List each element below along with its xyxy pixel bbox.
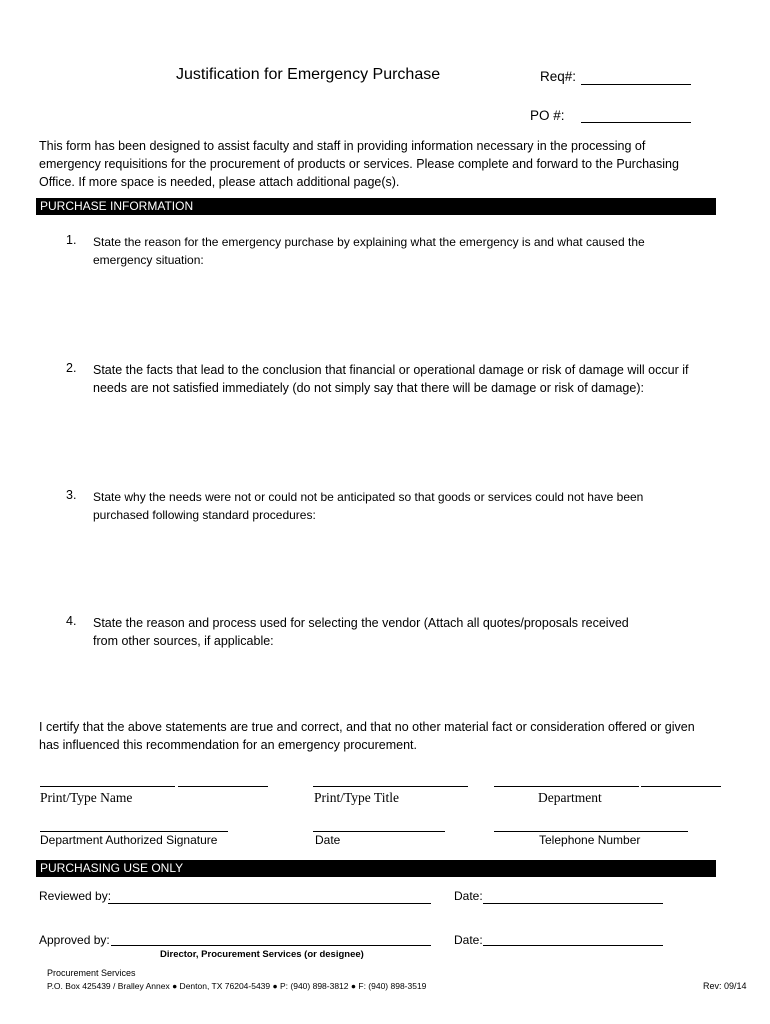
approved-by-field[interactable] — [111, 945, 431, 946]
question-2-answer-area[interactable] — [93, 400, 693, 480]
question-4-answer-area[interactable] — [93, 653, 693, 708]
question-3-number: 3. — [66, 488, 77, 502]
question-3-text: State why the needs were not or could not be anticipated so that goods or services could not have been purchased following standard procedures: — [93, 490, 644, 522]
question-4-text: State the reason and process used for selecting the vendor (Attach all quotes/proposals received from other sources, if applicable: — [93, 616, 629, 648]
name-line-right[interactable] — [178, 786, 268, 787]
question-2-number: 2. — [66, 361, 77, 375]
signature-date-label: Date — [315, 833, 341, 847]
question-2-text: State the facts that lead to the conclusion that financial or operational damage or risk of damage will occur if needs are not satisfied immediately (do not simply say that there will be damage or risk of damage): — [93, 363, 689, 395]
telephone-number-label: Telephone Number — [539, 833, 641, 847]
form-title: Justification for Emergency Purchase — [176, 66, 441, 83]
purchasing-use-only-heading: PURCHASING USE ONLY — [36, 860, 716, 877]
purchase-information-heading: PURCHASE INFORMATION — [36, 198, 716, 215]
approved-date-field[interactable] — [483, 945, 663, 946]
department-label: Department — [538, 790, 602, 805]
reviewed-by-label: Reviewed by: — [39, 889, 112, 903]
intro-paragraph: This form has been designed to assist faculty and staff in providing information necessary in the processing of emergency requisitions for the procurement of products or services. Please complete and forward to the Purchasing Office. If more space is needed, please attach additional page(s). — [39, 139, 679, 189]
question-4-number: 4. — [66, 614, 77, 628]
question-1-number: 1. — [66, 233, 77, 247]
footer-address: P.O. Box 425439 / Bralley Annex ● Denton, TX 76204-5439 ● P: (940) 898-3812 ● F: (940) 898-3519 — [47, 981, 427, 991]
req-number-field[interactable] — [581, 84, 691, 85]
footer-revision: Rev: 09/14 — [703, 981, 747, 991]
title-line[interactable] — [313, 786, 468, 787]
reviewed-date-label: Date: — [454, 889, 483, 903]
print-name-label: Print/Type Name — [40, 790, 133, 805]
telephone-line[interactable] — [494, 831, 688, 832]
department-line-left[interactable] — [494, 786, 639, 787]
authorized-signature-line[interactable] — [40, 831, 228, 832]
question-1-text: State the reason for the emergency purchase by explaining what the emergency is and what caused the emergency situation: — [93, 235, 645, 267]
certification-statement: I certify that the above statements are true and correct, and that no other material fact or consideration offered or given has influenced this recommendation for an emergency procurement. — [39, 720, 695, 752]
name-line-left[interactable] — [40, 786, 175, 787]
po-number-field[interactable] — [581, 122, 691, 123]
reviewed-by-field[interactable] — [108, 903, 431, 904]
approved-date-label: Date: — [454, 933, 483, 947]
po-number-label: PO #: — [530, 108, 565, 123]
approved-by-label: Approved by: — [39, 933, 110, 947]
footer-office: Procurement Services — [47, 968, 136, 978]
req-number-label: Req#: — [540, 69, 577, 84]
approver-caption: Director, Procurement Services (or designee) — [160, 949, 364, 960]
signature-date-line[interactable] — [313, 831, 445, 832]
question-1-answer-area[interactable] — [93, 272, 693, 352]
authorized-signature-label: Department Authorized Signature — [40, 833, 218, 847]
print-title-label: Print/Type Title — [314, 790, 399, 805]
department-line-right[interactable] — [641, 786, 721, 787]
reviewed-date-field[interactable] — [483, 903, 663, 904]
question-3-answer-area[interactable] — [93, 527, 693, 607]
